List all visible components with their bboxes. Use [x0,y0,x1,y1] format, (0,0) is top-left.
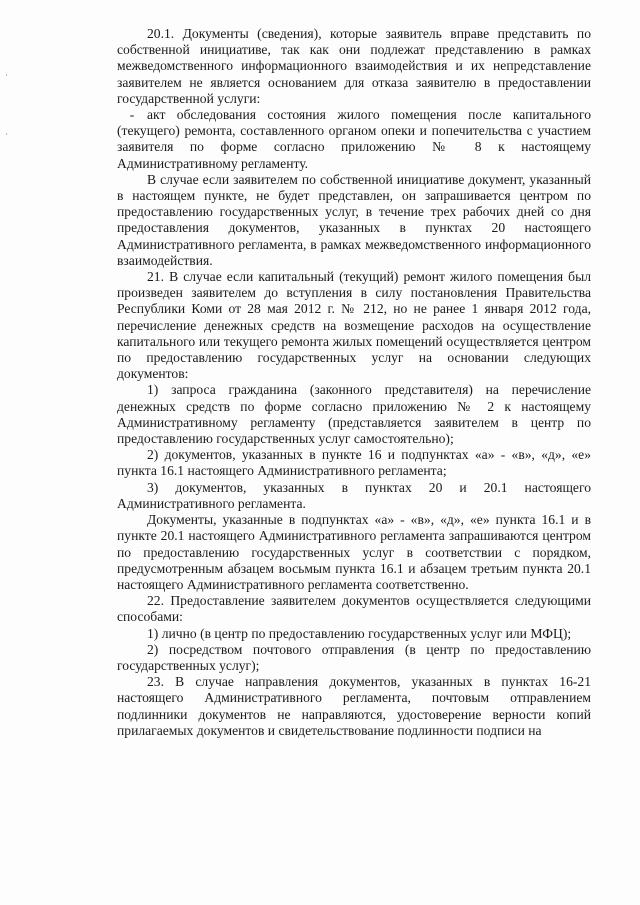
paragraph-23: 23. В случае направления документов, указанных в пунктах 16-21 настоящего Административного регламента, почтовым отправлением подлинники документов не направляются, удостоверение верности копий прилагаемых документов и свидетельствование подлинности подписи на [117,674,591,738]
dash-marker: - [129,107,135,123]
paragraph-22: 22. Предоставление заявителем документов осуществляется следующими способами: [117,593,591,625]
scan-edge-mark [6,74,7,76]
list-item-act [117,107,591,172]
document-body [117,26,591,739]
paragraph-21-item-2: 2) документов, указанных в пункте 16 и подпунктах «а» - «в», «д», «е» пункта 16.1 настоящего Административного регламента; [117,447,591,479]
paragraph-request-note: В случае если заявителем по собственной инициативе документ, указанный в настоящем пункте, не будет представлен, он запрашивается центром по предоставлению государственных услуг, в течение трех рабочих дней со дня предоставления документов, указанных в пунктах 20 настоящего Административного регламента, в рамках межведомственного информационного взаимодействия. [117,171,591,268]
paragraph-documents-requested: Документы, указанные в подпунктах «а» - «в», «д», «е» пункта 16.1 и в пункте 20.1 настоящего Административного регламента запрашиваются центром по предоставлению государственных услуг в соответствии с порядком, предусмотренным абзацем восьмым пункта 16.1 и абзацем третьим пункта 20.1 настоящего Административного регламента соответственно. [117,512,591,592]
paragraph-22-item-1: 1) лично (в центр по предоставлению государственных услуг или МФЦ); [147,625,572,641]
paragraph-20-1: 20.1. Документы (сведения), которые заявитель вправе представить по собственной инициативе, так как они подлежат представлению в рамках межведомственного информационного взаимодействия и их непредставление заявителем не является основанием для отказа заявителю в предоставлении государственной услуги: [117,26,591,106]
list-item-text: акт обследования состояния жилого помещения после капитального (текущего) ремонта, составленного органом опеки и попечительства с участием заявителя по форме согласно приложению № 8 к настоящему Административному регламенту. [117,107,591,171]
paragraph-22-item-2: 2) посредством почтового отправления (в центр по предоставлению государственных услуг); [117,641,591,673]
paragraph-21-item-3: 3) документов, указанных в пунктах 20 и 20.1 настоящего Административного регламента. [117,479,591,511]
scan-edge-mark [6,133,7,135]
paragraph-21-item-1: 1) запроса гражданина (законного представителя) на перечисление денежных средств по форме согласно приложению № 2 к настоящему Административному регламенту (представляется заявителем в центр по предоставлению государственных услуг самостоятельно); [117,382,591,447]
paragraph-21: 21. В случае если капитальный (текущий) ремонт жилого помещения был произведен заявителем до вступления в силу постановления Правительства Республики Коми от 28 мая 2012 г. № 212, но не ранее 1 января 2012 года, перечисление денежных средств на возмещение расходов на осуществление капитального или текущего ремонта жилых помещений осуществляется центром по предоставлению государственных услуг на основании следующих документов: [117,269,591,382]
